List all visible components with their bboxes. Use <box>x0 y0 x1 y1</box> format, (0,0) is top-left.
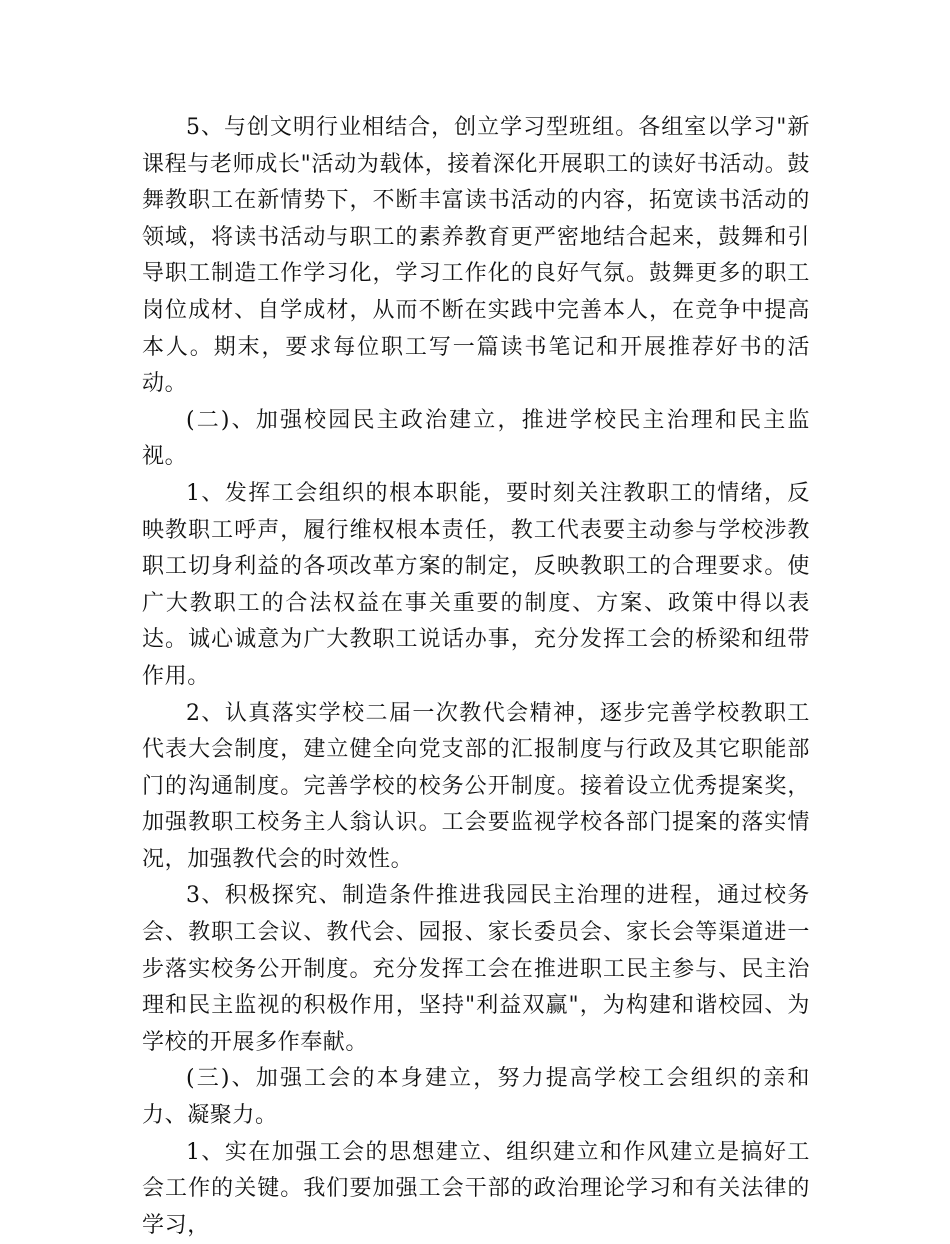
paragraph-staff-congress: 2、认真落实学校二届一次教代会精神，逐步完善学校教职工代表大会制度，建立健全向党支部的汇报制度与行政及其它职能部门的沟通制度。完善学校的校务公开制度。接着设立优秀提案奖，加强教职工校务主人翁认识。工会要监视学校各部门提案的落实情况，加强教代会的时效性。 <box>142 700 810 872</box>
paragraph-reading-activities: 5、与创文明行业相结合，创立学习型班组。各组室以学习"新课程与老师成长"活动为载体，接着深化开展职工的读好书活动。鼓舞教职工在新情势下，不断丰富读书活动的内容，拓宽读书活动的领域，将读书活动与职工的素养教育更严密地结合起来，鼓舞和引导职工制造工作学习化，学习工作化的良好气氛。鼓舞更多的职工岗位成材、自学成材，从而不断在实践中完善本人，在竞争中提高本人。期末，要求每位职工写一篇读书笔记和开展推荐好书的活动。 <box>142 115 810 397</box>
paragraph-union-ideological-building: 1、实在加强工会的思想建立、组织建立和作风建立是搞好工会工作的关键。我们要加强工会干部的政治理论学习和有关法律的学习， <box>142 1139 810 1238</box>
document-body <box>142 110 810 1244</box>
paragraph-union-basic-functions: 1、发挥工会组织的根本职能，要时刻关注教职工的情绪，反映教职工呼声，履行维权根本责任，教工代表要主动参与学校涉教职工切身利益的各项改革方案的制定，反映教职工的合理要求。使广大教职工的合法权益在事关重要的制度、方案、政策中得以表达。诚心诚意为广大教职工说话办事，充分发挥工会的桥梁和纽带作用。 <box>142 480 810 689</box>
section-heading-democratic-governance: (二)、加强校园民主政治建立，推进学校民主治理和民主监视。 <box>142 407 810 470</box>
section-heading-union-self-building: (三)、加强工会的本身建立，努力提高学校工会组织的亲和力、凝聚力。 <box>142 1066 810 1129</box>
paragraph-democratic-management: 3、积极探究、制造条件推进我园民主治理的进程，通过校务会、教职工会议、教代会、园报、家长委员会、家长会等渠道进一步落实校务公开制度。充分发挥工会在推进职工民主参与、民主治理和民主监视的积极作用，坚持"利益双赢"，为构建和谐校园、为学校的开展多作奉献。 <box>142 883 810 1055</box>
